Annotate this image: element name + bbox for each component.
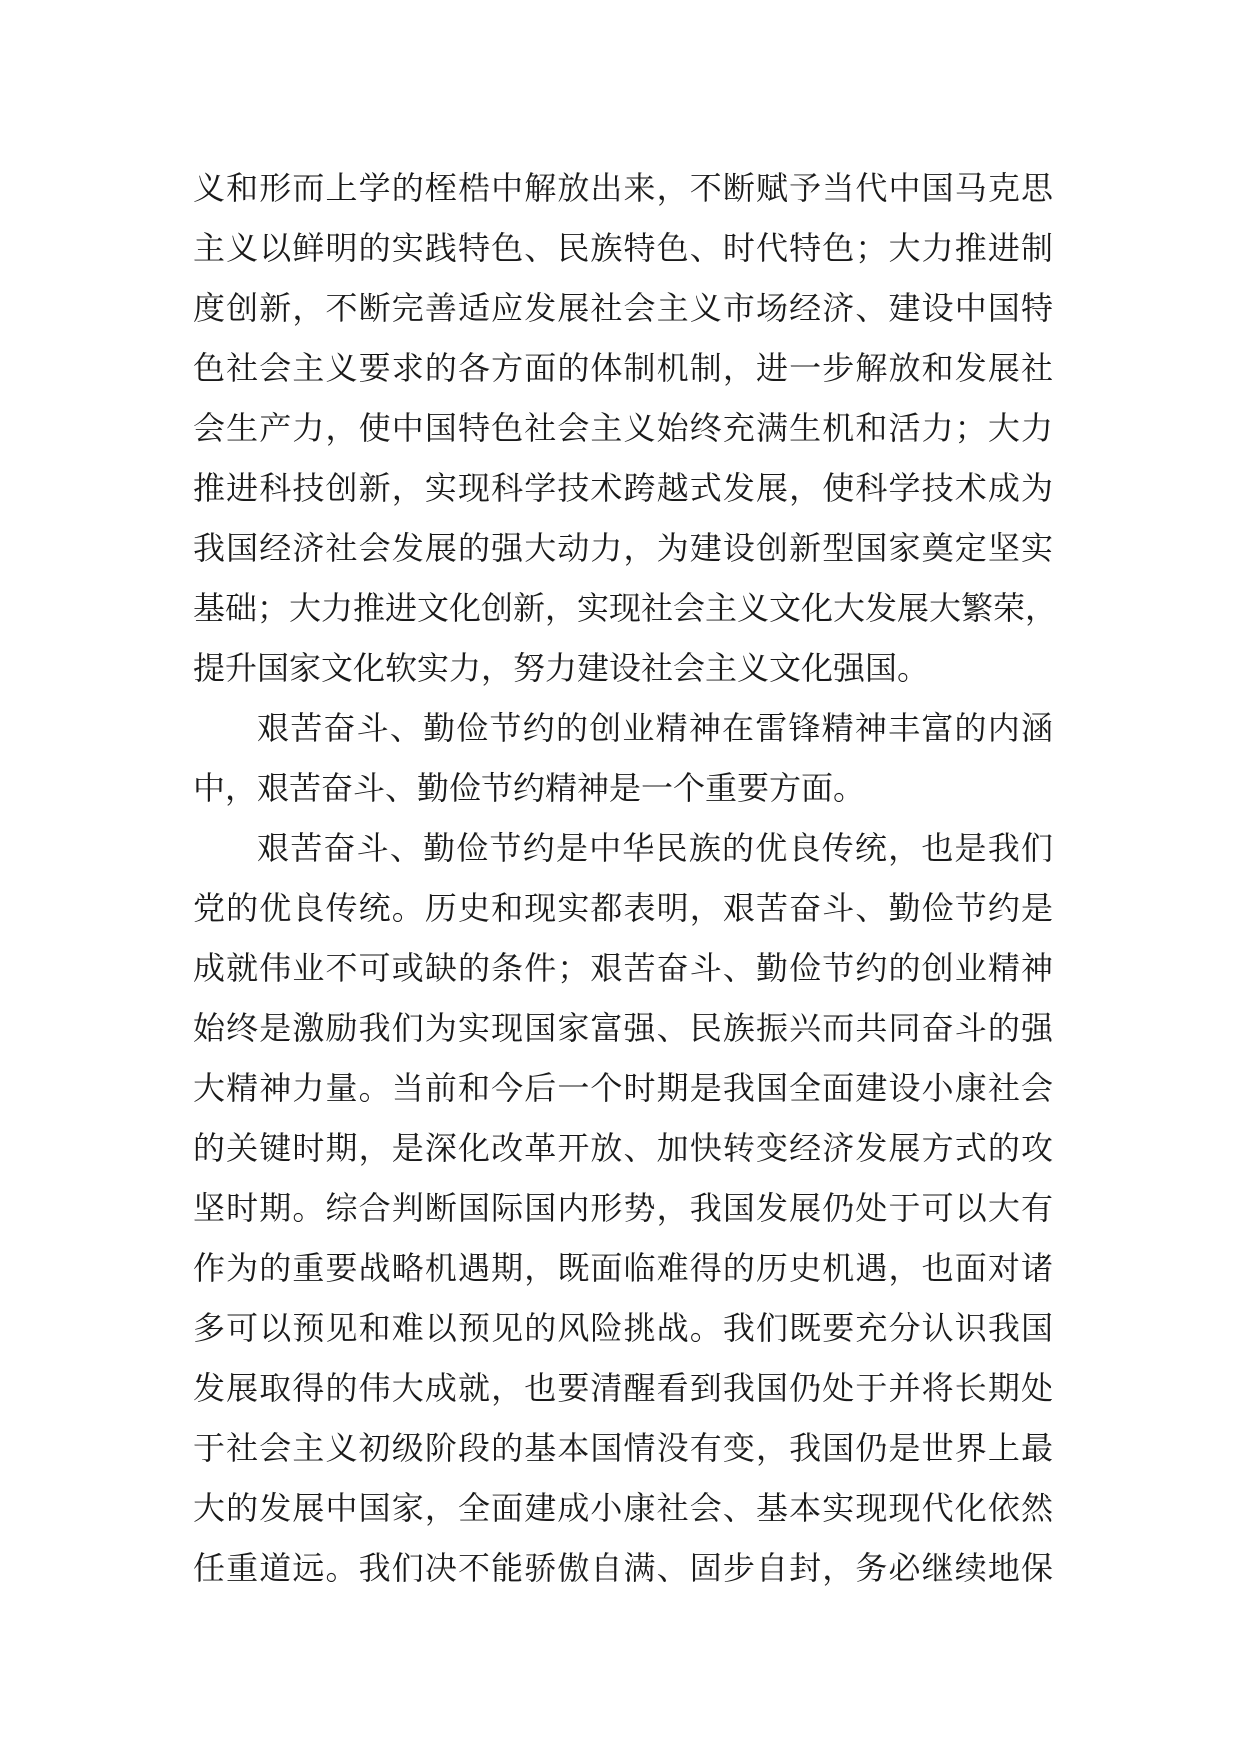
text-line: 提升国家文化软实力，努力建设社会主义文化强国。 bbox=[193, 649, 930, 687]
text-line: 推进科技创新，实现科学技术跨越式发展，使科学技术成为 bbox=[193, 469, 1053, 507]
text-line: 的关键时期，是深化改革开放、加快转变经济发展方式的攻 bbox=[193, 1129, 1053, 1167]
text-line: 度创新，不断完善适应发展社会主义市场经济、建设中国特 bbox=[193, 289, 1053, 327]
text-line: 我国经济社会发展的强大动力，为建设创新型国家奠定坚实 bbox=[193, 529, 1053, 567]
text-line: 任重道远。我们决不能骄傲自满、固步自封，务必继续地保 bbox=[193, 1549, 1053, 1587]
text-line: 主义以鲜明的实践特色、民族特色、时代特色；大力推进制 bbox=[193, 229, 1053, 267]
text-line: 多可以预见和难以预见的风险挑战。我们既要充分认识我国 bbox=[193, 1309, 1053, 1347]
text-line: 义和形而上学的桎梏中解放出来，不断赋予当代中国马克思 bbox=[193, 169, 1053, 207]
text-line: 作为的重要战略机遇期，既面临难得的历史机遇，也面对诸 bbox=[193, 1249, 1053, 1287]
text-line: 中，艰苦奋斗、勤俭节约精神是一个重要方面。 bbox=[193, 769, 866, 807]
text-line: 于社会主义初级阶段的基本国情没有变，我国仍是世界上最 bbox=[193, 1429, 1053, 1467]
document-body bbox=[193, 158, 1058, 1598]
text-line: 党的优良传统。历史和现实都表明，艰苦奋斗、勤俭节约是 bbox=[193, 889, 1053, 927]
text-line: 始终是激励我们为实现国家富强、民族振兴而共同奋斗的强 bbox=[193, 1009, 1053, 1047]
text-line: 艰苦奋斗、勤俭节约的创业精神在雷锋精神丰富的内涵 bbox=[257, 709, 1053, 747]
text-line: 成就伟业不可或缺的条件；艰苦奋斗、勤俭节约的创业精神 bbox=[193, 949, 1053, 987]
text-line: 大精神力量。当前和今后一个时期是我国全面建设小康社会 bbox=[193, 1069, 1053, 1107]
text-line: 基础；大力推进文化创新，实现社会主义文化大发展大繁荣， bbox=[193, 589, 1058, 627]
text-line: 色社会主义要求的各方面的体制机制，进一步解放和发展社 bbox=[193, 349, 1053, 387]
text-line: 坚时期。综合判断国际国内形势，我国发展仍处于可以大有 bbox=[193, 1189, 1053, 1227]
text-line: 发展取得的伟大成就，也要清醒看到我国仍处于并将长期处 bbox=[193, 1369, 1053, 1407]
text-line: 艰苦奋斗、勤俭节约是中华民族的优良传统，也是我们 bbox=[257, 829, 1053, 867]
text-line: 大的发展中国家，全面建成小康社会、基本实现现代化依然 bbox=[193, 1489, 1053, 1527]
text-line: 会生产力，使中国特色社会主义始终充满生机和活力；大力 bbox=[193, 409, 1053, 447]
